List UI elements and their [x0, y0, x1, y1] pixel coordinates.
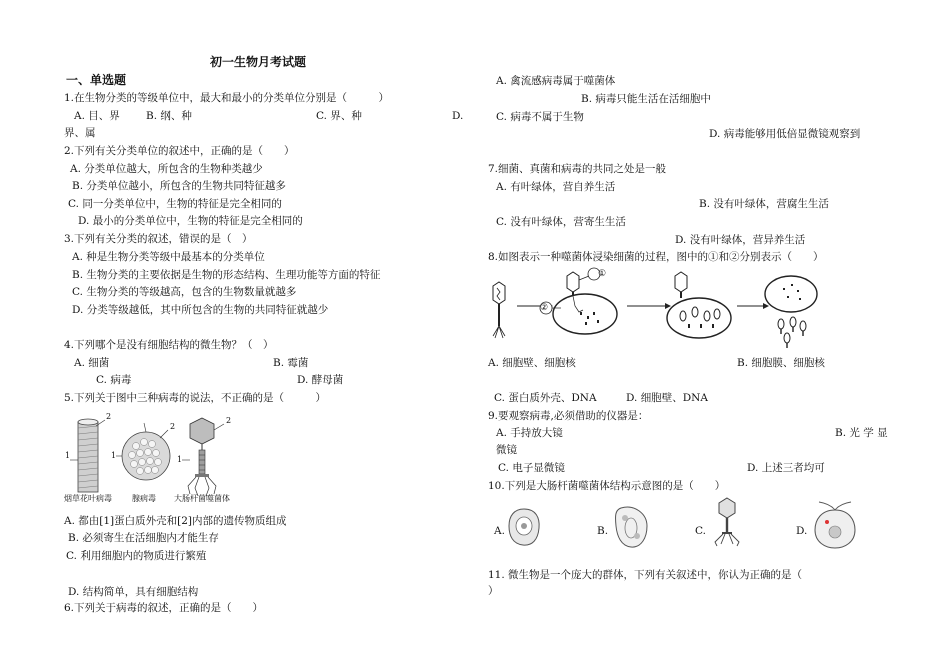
q6-option-d: D. 病毒能够用低倍显微镜观察到 — [709, 128, 861, 140]
q8-option-d: D. 细胞壁、DNA — [626, 392, 708, 404]
q7-option-d: D. 没有叶绿体，营异养生活 — [675, 234, 806, 246]
q8-option-b: B. 细胞膜、细胞核 — [737, 357, 825, 369]
fig-caption-phage: 大肠杆菌噬菌体 — [174, 494, 230, 503]
q11-stem: 11. 微生物是一个庞大的群体，下列有关叙述中，你认为正确的是（ — [488, 569, 803, 581]
q5-option-d: D. 结构简单，具有细胞结构 — [68, 586, 199, 598]
q10-option-c: C. — [695, 525, 706, 537]
fig-label-circle-1: ① — [598, 269, 607, 279]
fig-label-1b: 1 — [111, 451, 117, 460]
fig-label-circle-2: ② — [540, 303, 549, 313]
q5-option-c: C. 利用细胞内的物质进行繁殖 — [66, 550, 207, 562]
fig-caption-adenovirus: 腺病毒 — [132, 494, 156, 503]
q6-option-b: B. 病毒只能生活在活细胞中 — [581, 93, 711, 105]
q3-option-b: B. 生物分类的主要依据是生物的形态结构、生理功能等方面的特征 — [72, 269, 381, 281]
section-heading: 一、单选题 — [66, 73, 127, 87]
q10-stem: 10.下列是大肠杆菌噬菌体结构示意图的是（ ） — [488, 480, 726, 492]
q3-stem: 3.下列有关分类的叙述，错误的是（ ） — [64, 233, 253, 245]
q8-option-a: A. 细胞壁、细胞核 — [488, 357, 576, 369]
free-phage-drawing — [493, 282, 505, 338]
q1-stem: 1.在生物分类的等级单位中，最大和最小的分类单位分别是（ ） — [64, 92, 390, 104]
q5-option-a: A. 都由[1]蛋白质外壳和[2]内部的遗传物质组成 — [64, 515, 287, 527]
page-title: 初一生物月考试题 — [210, 55, 307, 69]
fig-label-2b: 2 — [170, 422, 176, 431]
q9-option-b-part2: 微镜 — [496, 444, 517, 456]
q9-stem: 9.要观察病毒,必须借助的仪器是： — [488, 410, 649, 422]
q7-option-b: B. 没有叶绿体，营腐生生活 — [699, 198, 829, 210]
replication-drawing — [667, 272, 731, 338]
q10-option-a: A. — [494, 525, 505, 537]
q1-option-d-prefix: D. — [452, 110, 464, 122]
release-drawing — [765, 276, 817, 348]
q9-option-d: D. 上述三者均可 — [747, 462, 825, 474]
tobacco-mosaic-virus-drawing — [70, 419, 105, 492]
q8-option-c: C. 蛋白质外壳、DNA — [494, 392, 597, 404]
q1-option-d-text: 界、属 — [64, 127, 96, 139]
q10-option-a-image — [506, 506, 542, 548]
q10-option-b: B. — [597, 525, 609, 537]
q10-option-d: D. — [796, 525, 808, 537]
q1-option-b: B. 纲、种 — [146, 110, 192, 122]
adenovirus-drawing — [116, 423, 170, 480]
q4-stem: 4.下列哪个是没有细胞结构的微生物？（ ） — [64, 339, 274, 351]
q10-option-b-image — [611, 504, 653, 550]
q2-option-b: B. 分类单位越小，所包含的生物共同特征越多 — [72, 180, 286, 192]
fig-caption-tmv: 烟草花叶病毒 — [64, 494, 112, 503]
q7-stem: 7.细菌、真菌和病毒的共同之处是一般 — [488, 163, 667, 175]
q6-stem: 6.下列关于病毒的叙述，正确的是（ ） — [64, 602, 264, 614]
q1-option-c: C. 界、种 — [316, 110, 362, 122]
q9-option-a: A. 手持放大镜 — [496, 427, 563, 439]
bacteriophage-drawing — [182, 418, 224, 496]
fig-label-1a: 1 — [65, 451, 71, 460]
q10-option-d-image — [809, 500, 861, 550]
q3-option-a: A. 种是生物分类等级中最基本的分类单位 — [72, 251, 265, 263]
q4-option-d: D. 酵母菌 — [297, 374, 344, 386]
q7-option-c: C. 没有叶绿体，营寄生生活 — [496, 216, 626, 228]
q11-stem-end: ） — [488, 585, 499, 597]
right-column — [475, 0, 950, 672]
q2-option-a: A. 分类单位越大，所包含的生物种类越少 — [70, 163, 263, 175]
q5-stem: 5.下列关于图中三种病毒的说法，不正确的是（ ） — [64, 392, 327, 404]
q1-option-a: A. 目、界 — [74, 110, 120, 122]
q8-stem: 8.如图表示一种噬菌体浸染细菌的过程，图中的①和②分别表示（ ） — [488, 251, 824, 263]
q2-stem: 2.下列有关分类单位的叙述中，正确的是（ ） — [64, 145, 295, 157]
q3-option-d: D. 分类等级越低，其中所包含的生物的共同特征就越少 — [72, 304, 329, 316]
fig-label-1c: 1 — [177, 455, 183, 464]
phage-infection-figure — [485, 266, 820, 356]
fig-label-2a: 2 — [106, 412, 112, 421]
q2-option-c: C. 同一分类单位中，生物的特征是完全相同的 — [68, 198, 282, 210]
q4-option-c: C. 病毒 — [96, 374, 132, 386]
q3-option-c: C. 生物分类的等级越高，包含的生物数量就越多 — [72, 286, 297, 298]
q4-option-b: B. 霉菌 — [273, 357, 309, 369]
q6-option-a: A. 禽流感病毒属于噬菌体 — [496, 75, 616, 87]
q2-option-d: D. 最小的分类单位中，生物的特征是完全相同的 — [78, 215, 303, 227]
q5-option-b: B. 必须寄生在活细胞内才能生存 — [68, 532, 219, 544]
q7-option-a: A. 有叶绿体，营自养生活 — [496, 181, 616, 193]
q9-option-c: C. 电子显微镜 — [498, 462, 565, 474]
q10-option-c-image — [707, 496, 747, 548]
q6-option-c: C. 病毒不属于生物 — [496, 111, 584, 123]
q4-option-a: A. 细菌 — [74, 357, 110, 369]
q9-option-b-part1: B. 光 学 显 — [835, 427, 888, 439]
virus-figure — [60, 410, 250, 507]
fig-label-2c: 2 — [226, 416, 232, 425]
